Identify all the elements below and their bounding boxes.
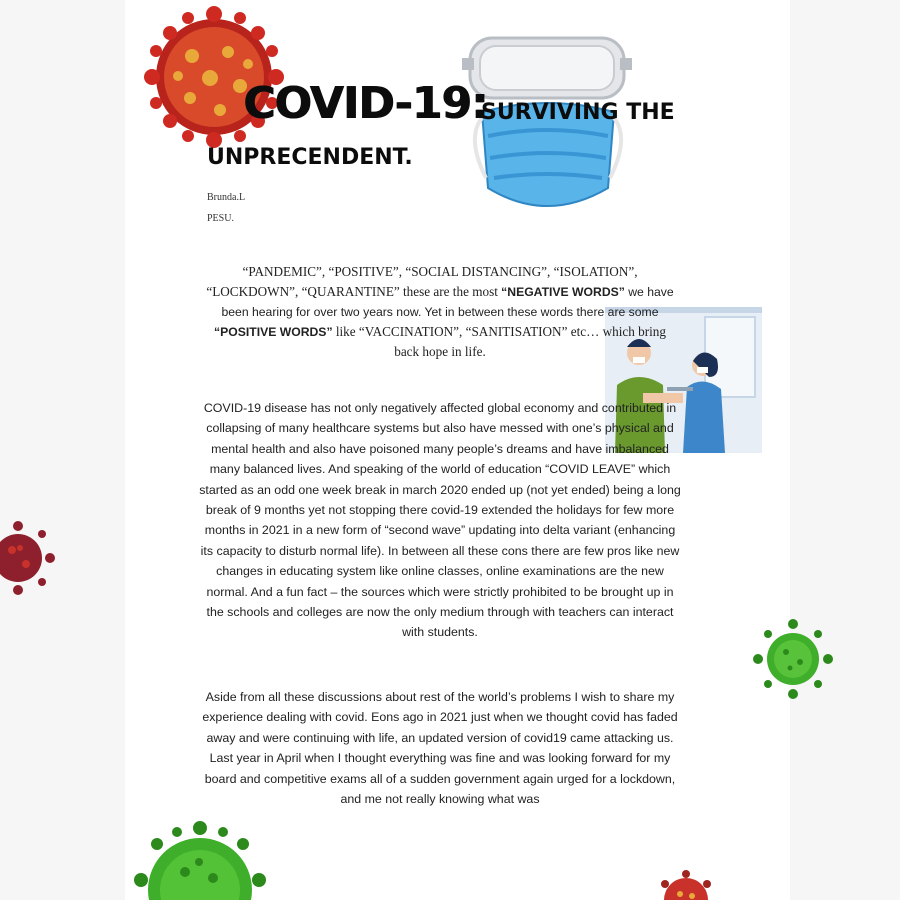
- title-rest-line-1: SURVIVING THE: [481, 100, 675, 125]
- title-rest-line-2: UNPRECENDENT.: [207, 145, 413, 170]
- institution-name: PESU.: [207, 213, 234, 224]
- large-green-virus-icon: [133, 818, 267, 900]
- author-name: Brunda.L: [207, 192, 246, 203]
- negative-words-highlight: “NEGATIVE WORDS”: [501, 285, 625, 299]
- intro-paragraph: “PANDEMIC”, “POSITIVE”, “SOCIAL DISTANCING”, “ISOLATION”, “LOCKDOWN”, “QUARANTINE” these are the most “NEGATIVE WORDS” we have been hearing for over two years now. Yet in between these words there are some “POSITIVE WORDS” like “VACCINATION”, “SANITISATION” etc… which bring back hope in life.: [206, 264, 674, 359]
- dark-red-virus-icon: [0, 518, 60, 598]
- body-paragraph-2: COVID-19 disease has not only negatively affected global economy and contributed in collapsing of many healthcare systems but also have messed with one’s physical and mental health and also have poisoned many people’s dreams and have imbalanced many balanced lives. And speaking of the world of education “COVID LEAVE” which started as an odd one week break in march 2020 ended up (not yet ended) being a long break of 9 months yet not stopping there covid-19 extended the holidays for few more months in 2021 in a new form of “second wave” updating into delta variant (enhancing its capacity to disturb normal life). In between all these cons there are few pros like new changes in educating system like online classes, online examinations are the new normal. And a fun fact – the sources which were strictly prohibited to be brought up in the schools and colleges are now the only medium through with teachers can interact with students.: [199, 401, 681, 640]
- title-main: COVID-19:: [243, 78, 488, 129]
- body-paragraph-3: Aside from all these discussions about rest of the world’s problems I wish to share my experience dealing with covid. Eons ago in 2021 just when we thought covid has faded away and were continuing with life, an updated version of covid19 came attacking us. Last year in April when I thought everything was fine and was looking forward for my board and competitive exams all of a sudden government again urged for a lockdown, and me not really knowing what was: [202, 690, 678, 807]
- green-virus-icon: [752, 618, 834, 700]
- positive-words-highlight: “POSITIVE WORDS”: [214, 325, 333, 339]
- small-red-virus-icon: [655, 868, 717, 900]
